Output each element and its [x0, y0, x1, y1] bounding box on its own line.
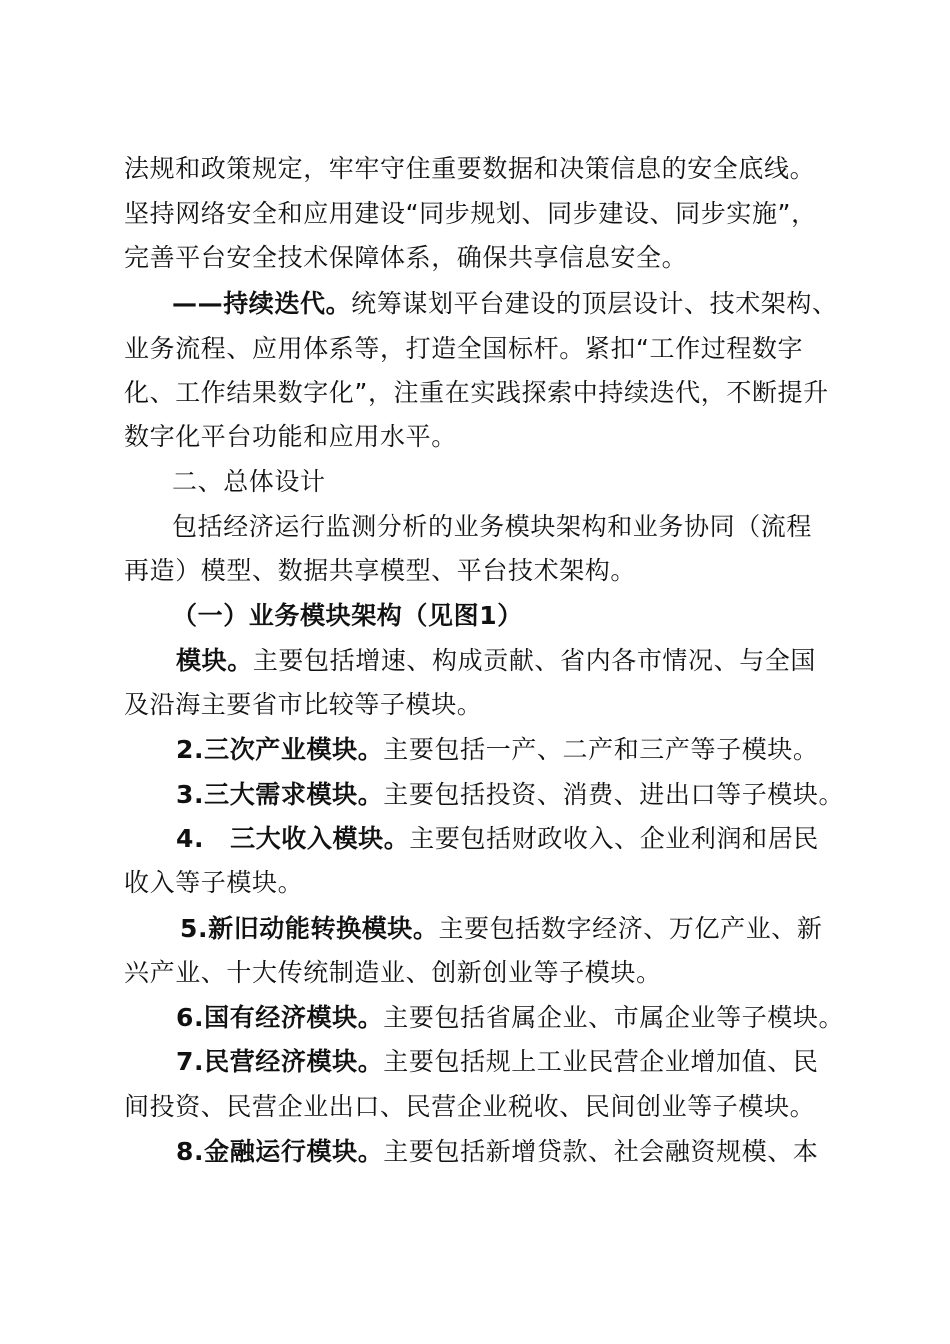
- text: 法规和政策规定，牢牢守住重要数据和决策信息的安全底线。: [124, 154, 816, 183]
- text: 主要包括省属企业、市属企业等子模块。: [383, 1003, 845, 1032]
- paragraph-line: [124, 242, 687, 276]
- bold-heading: （一）业务模块架构（见图1）: [172, 601, 523, 630]
- paragraph-line: [124, 555, 636, 589]
- text: 化、工作结果数字化”，注重在实践探索中持续迭代，不断提升: [124, 378, 829, 407]
- bold-heading: 2.三次产业模块。: [176, 735, 384, 764]
- paragraph-line: [172, 511, 812, 545]
- paragraph-line: [124, 153, 815, 187]
- paragraph-line: [176, 645, 816, 679]
- text: 二、总体设计: [172, 467, 326, 496]
- text: 主要包括数字经济、万亿产业、新: [438, 914, 823, 943]
- bold-heading: 4.: [176, 824, 205, 853]
- text: 包括经济运行监测分析的业务模块架构和业务协同（流程: [172, 512, 813, 541]
- subsection-heading: [172, 600, 523, 634]
- bold-heading: 6.国有经济模块。: [176, 1003, 384, 1032]
- paragraph-line: [176, 779, 844, 813]
- paragraph-line: [176, 1046, 819, 1080]
- bold-heading: 三大收入模块。: [230, 824, 410, 853]
- text: 主要包括一产、二产和三产等子模块。: [383, 735, 819, 764]
- paragraph-line: [124, 421, 457, 455]
- text: 主要包括投资、消费、进出口等子模块。: [383, 780, 845, 809]
- text: 主要包括财政收入、企业利润和居民: [409, 824, 819, 853]
- text: 及沿海主要省市比较等子模块。: [124, 690, 483, 719]
- text: 兴产业、十大传统制造业、创新创业等子模块。: [124, 958, 662, 987]
- paragraph-line: [124, 198, 817, 232]
- bold-heading: 模块。: [176, 646, 253, 675]
- paragraph-line: [124, 689, 482, 723]
- text: 再造）模型、数据共享模型、平台技术架构。: [124, 556, 637, 585]
- paragraph-line: [176, 734, 819, 768]
- text: 坚持网络安全和应用建设“同步规划、同步建设、同步实施”，: [124, 199, 817, 228]
- text: 间投资、民营企业出口、民营企业税收、民间创业等子模块。: [124, 1092, 816, 1121]
- text: 数字化平台功能和应用水平。: [124, 422, 457, 451]
- paragraph-line: [124, 957, 662, 991]
- text: 统筹谋划平台建设的顶层设计、技术架构、: [351, 289, 838, 318]
- section-heading: [172, 466, 326, 500]
- bold-heading: 5.新旧动能转换模块。: [180, 914, 439, 943]
- paragraph-line: [180, 913, 823, 947]
- text: 业务流程、应用体系等，打造全国标杆。紧扣“工作过程数字: [124, 334, 804, 363]
- paragraph-line: [124, 1091, 815, 1125]
- paragraph-line: [176, 1002, 844, 1036]
- paragraph-line: [124, 377, 829, 411]
- paragraph-line: [124, 867, 303, 901]
- text: 主要包括规上工业民营企业增加值、民: [383, 1047, 819, 1076]
- text: 主要包括新增贷款、社会融资规模、本: [383, 1137, 819, 1166]
- paragraph-line: [172, 288, 838, 322]
- text: 收入等子模块。: [124, 868, 304, 897]
- bold-heading: ——持续迭代。: [172, 289, 352, 318]
- paragraph-line: [176, 823, 819, 857]
- text: 完善平台安全技术保障体系，确保共享信息安全。: [124, 243, 688, 272]
- text: 主要包括增速、构成贡献、省内各市情况、与全国: [252, 646, 817, 675]
- paragraph-line: [124, 333, 803, 367]
- bold-heading: 3.三大需求模块。: [176, 780, 384, 809]
- paragraph-line: [176, 1136, 819, 1170]
- bold-heading: 7.民营经济模块。: [176, 1047, 384, 1076]
- bold-heading: 8.金融运行模块。: [176, 1137, 384, 1166]
